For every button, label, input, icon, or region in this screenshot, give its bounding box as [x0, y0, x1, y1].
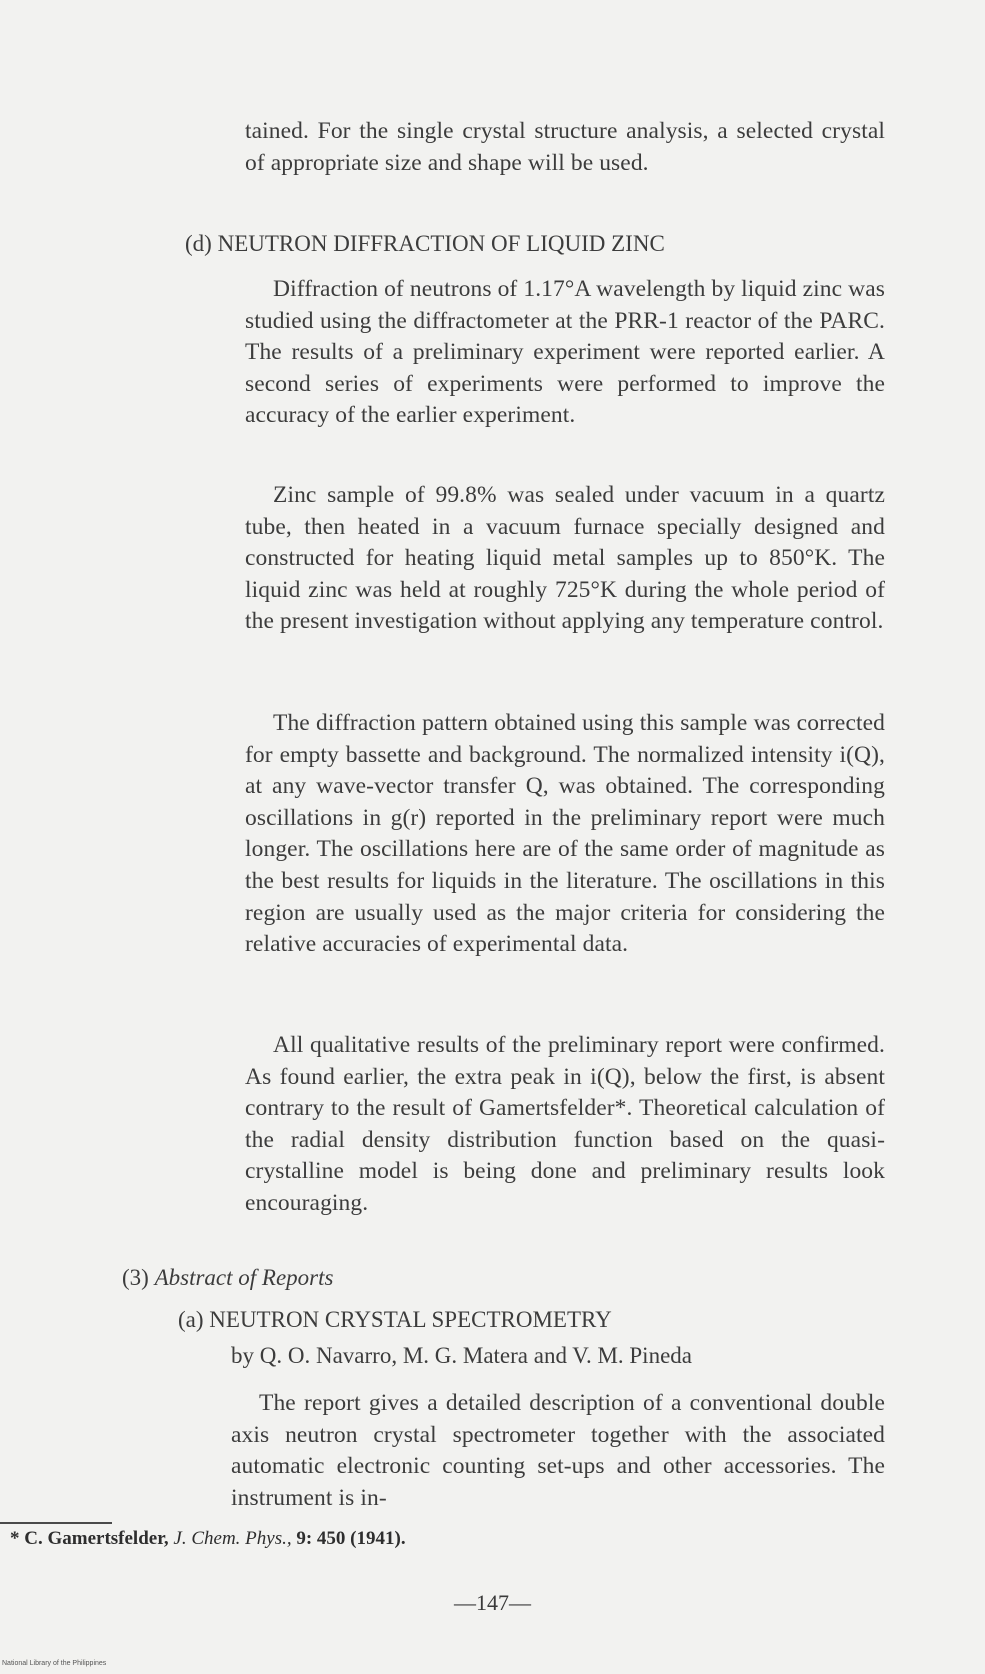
paragraph-zinc-sample: Zinc sample of 99.8% was sealed under vacuum in a quartz tube, then heated in a vacuum furnace specially designed and constructed for heating liquid metal samples up to 850°K. The liquid zinc was held at roughly 725°K during the whole period of the present investigation without applying any temperature control.: [245, 482, 885, 635]
section-marker: (d): [185, 231, 212, 256]
section-title: Abstract of Reports: [154, 1265, 334, 1290]
section-marker: (a): [178, 1307, 204, 1332]
section-marker: (3): [122, 1265, 149, 1290]
footnote-citation: 9: 450 (1941).: [296, 1528, 406, 1549]
paragraph-continuation: tained. For the single crystal structure analysis, a selected crystal of appropriate size and shape will be used.: [245, 118, 885, 176]
section-title: NEUTRON CRYSTAL SPECTROMETRY: [209, 1307, 612, 1332]
footnote-divider: [0, 1522, 112, 1524]
paragraph-diffraction-pattern: The diffraction pattern obtained using this sample was corrected for empty bassette and background. The normalized intensity i(Q), at any wave-vector transfer Q, was obtained. The corresponding oscillations in g(r) reported in the preliminary report were much longer. The oscillations here are of the same order of magnitude as the best results for liquids in the literature. The oscillations in this region are usually used as the major criteria for considering the relative accuracies of experimental data.: [245, 710, 885, 958]
scan-credit: National Library of the Philippines: [2, 1660, 107, 1667]
footnote-author: * C. Gamertsfelder,: [10, 1528, 169, 1549]
paragraph-qualitative-results: All qualitative results of the preliminary report were confirmed. As found earlier, the extra peak in i(Q), below the first, is absent contrary to the result of Gamertsfelder*. Theoretical calculation of the radial density distribution function based on the quasi-crystalline model is being done and preliminary results look encouraging.: [245, 1032, 885, 1216]
footnote: [10, 1526, 406, 1552]
page-number: —147—: [454, 1590, 531, 1615]
paragraph-diffraction: Diffraction of neutrons of 1.17°A wavelength by liquid zinc was studied using the diffractometer at the PRR-1 reactor of the PARC. The results of a preliminary experiment were reported earlier. A second series of experiments were performed to improve the accuracy of the earlier experiment.: [245, 276, 885, 429]
section-heading-3: [122, 1263, 333, 1293]
paragraph-report-description: The report gives a detailed description of a conventional double axis neutron crystal spectrometer together with the associated automatic electronic counting set-ups and other accessories. The instrument is in-: [231, 1390, 885, 1511]
section-heading-a: [178, 1305, 612, 1335]
section-heading-d: [185, 229, 665, 259]
report-authors: by Q. O. Navarro, M. G. Matera and V. M. Pineda: [231, 1343, 692, 1368]
footnote-journal: J. Chem. Phys.,: [173, 1528, 292, 1549]
section-title: NEUTRON DIFFRACTION OF LIQUID ZINC: [217, 231, 665, 256]
